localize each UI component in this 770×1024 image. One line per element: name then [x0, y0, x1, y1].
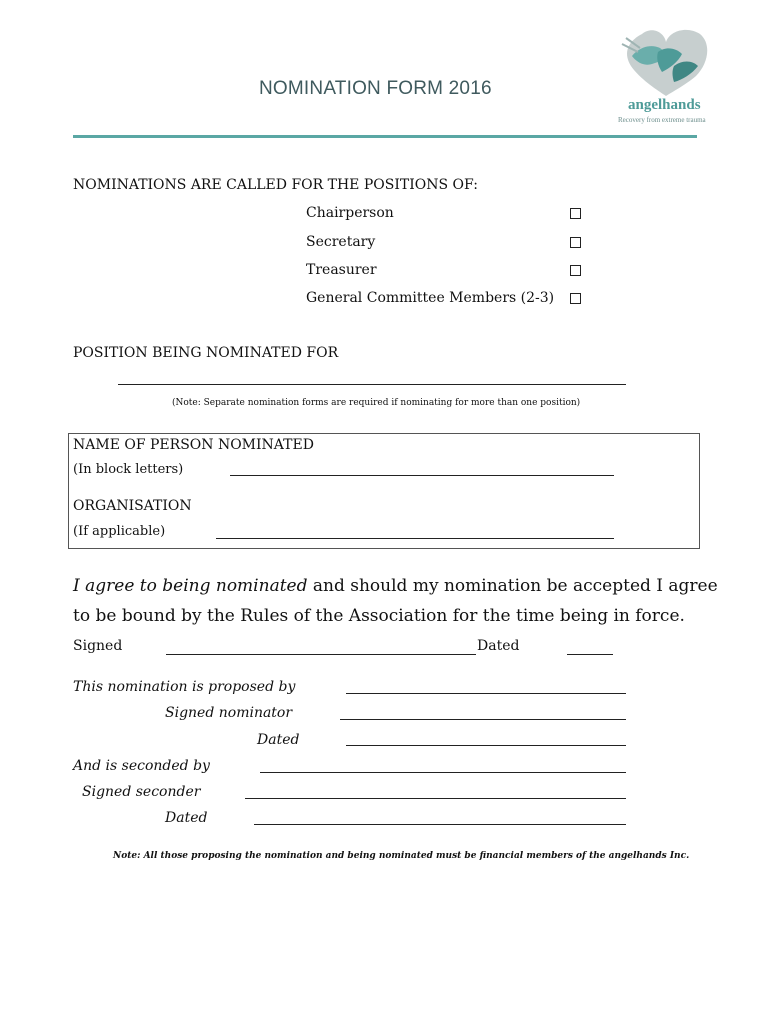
- nominator-signature-field[interactable]: [340, 719, 626, 720]
- checkbox-treasurer[interactable]: [570, 265, 581, 276]
- header-divider: [73, 135, 697, 138]
- signed-seconder-label: Signed seconder: [82, 784, 201, 800]
- position-label-committee: General Committee Members (2-3): [306, 290, 555, 306]
- position-label-chairperson: Chairperson: [306, 205, 394, 221]
- organisation-field[interactable]: [216, 538, 614, 539]
- agreement-italic: I agree to being nominated: [73, 576, 308, 596]
- checkbox-committee[interactable]: [570, 293, 581, 304]
- seconder-date-field[interactable]: [254, 824, 626, 825]
- nominee-date-field[interactable]: [567, 654, 613, 655]
- nominee-name-field[interactable]: [230, 475, 614, 476]
- proposer-field[interactable]: [346, 693, 626, 694]
- angelhands-logo: [612, 26, 720, 130]
- positions-heading: NOMINATIONS ARE CALLED FOR THE POSITIONS OF:: [73, 177, 478, 193]
- nominee-signature-field[interactable]: [166, 654, 476, 655]
- name-subtext: (In block letters): [73, 462, 184, 477]
- form-title: NOMINATION FORM 2016: [259, 78, 492, 99]
- financial-members-note: Note: All those proposing the nomination and being nominated must be financial members of the angelhands Inc.: [113, 851, 690, 861]
- nominated-for-heading: POSITION BEING NOMINATED FOR: [73, 345, 339, 361]
- dated-label: Dated: [477, 638, 520, 654]
- position-label-treasurer: Treasurer: [306, 262, 377, 278]
- agreement-line-1-rest: and should my nomination be accepted I agree: [307, 576, 718, 596]
- signed-label: Signed: [73, 638, 123, 654]
- seconder-signature-field[interactable]: [245, 798, 626, 799]
- position-label-secretary: Secretary: [306, 234, 376, 250]
- proposer-date-field[interactable]: [346, 745, 626, 746]
- proposer-dated-label: Dated: [257, 732, 300, 748]
- checkbox-chairperson[interactable]: [570, 208, 581, 219]
- checkbox-secretary[interactable]: [570, 237, 581, 248]
- organisation-heading: ORGANISATION: [73, 498, 192, 514]
- separate-forms-note: (Note: Separate nomination forms are required if nominating for more than one position): [172, 398, 581, 408]
- organisation-subtext: (If applicable): [73, 524, 166, 539]
- proposed-by-label: This nomination is proposed by: [73, 679, 296, 695]
- hands-heart-icon: [612, 26, 720, 96]
- seconded-by-label: And is seconded by: [73, 758, 210, 774]
- logo-name: angelhands: [628, 97, 701, 113]
- position-nominated-field[interactable]: [118, 384, 626, 385]
- name-heading: NAME OF PERSON NOMINATED: [73, 437, 314, 453]
- signed-nominator-label: Signed nominator: [165, 705, 293, 721]
- seconder-dated-label: Dated: [165, 810, 208, 826]
- agreement-line-2: to be bound by the Rules of the Association for the time being in force.: [73, 606, 685, 626]
- agreement-line-1: [73, 576, 718, 596]
- logo-tagline: Recovery from extreme trauma: [618, 116, 706, 124]
- seconder-field[interactable]: [260, 772, 626, 773]
